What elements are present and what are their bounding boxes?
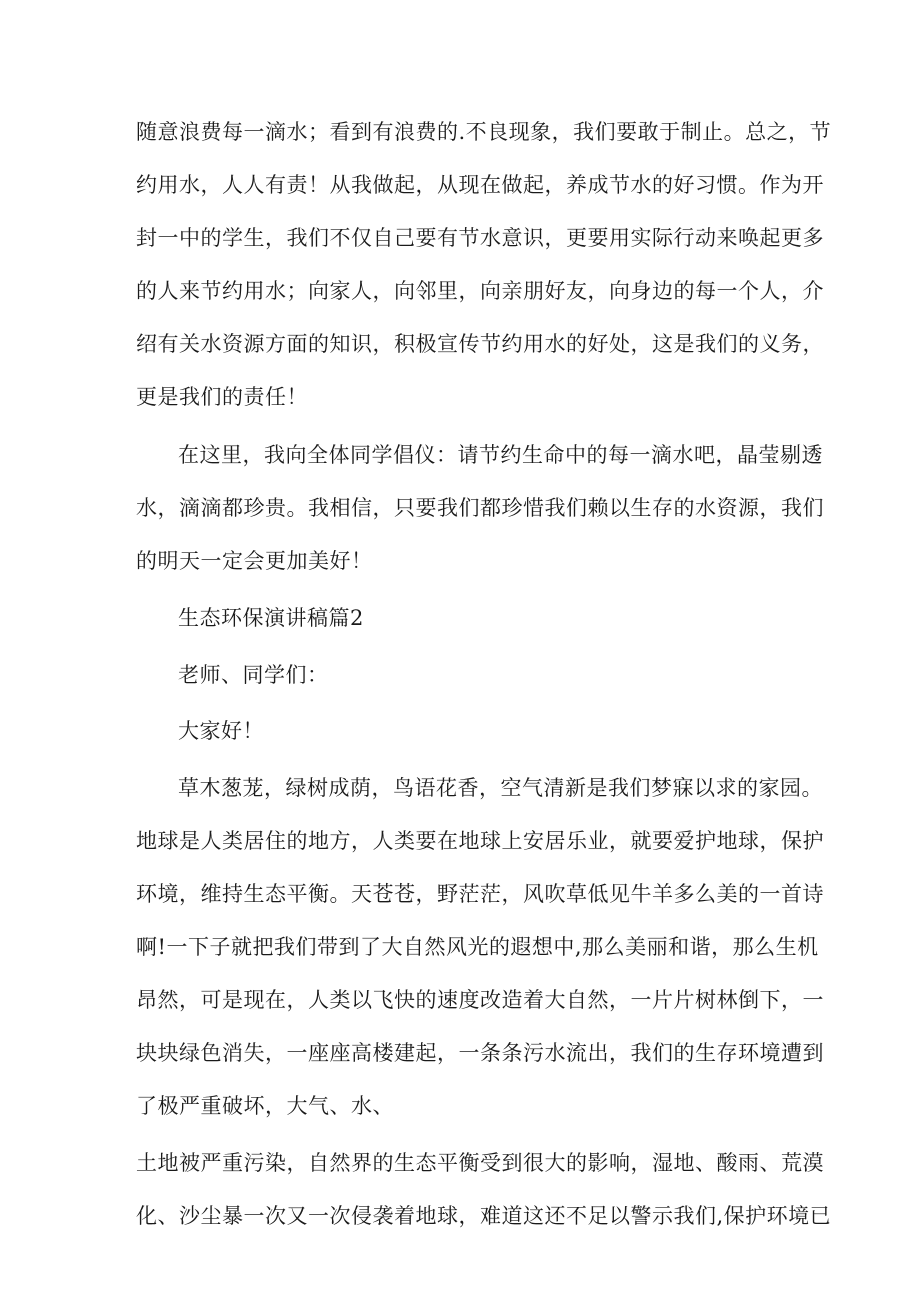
text-line-8: 水，滴滴都珍贵。我相信，只要我们都珍惜我们赖以生存的水资源，我们: [136, 496, 824, 520]
text-line-9: 的明天一定会更加美好！: [136, 549, 373, 573]
text-line-13: 草木葱茏，绿树成荫，鸟语花香，空气清新是我们梦寐以求的家园。: [178, 776, 823, 800]
text-line-14: 地球是人类居住的地方，人类要在地球上安居乐业，就要爱护地球，保护: [136, 829, 824, 853]
text-line-20: 土地被严重污染，自然界的生态平衡受到很大的影响，湿地、酸雨、荒漠: [136, 1151, 824, 1175]
text-line-2: 约用水，人人有责！从我做起，从现在做起，养成节水的好习惯。作为开: [136, 173, 824, 197]
text-line-19: 了极严重破坏，大气、水、: [136, 1094, 394, 1118]
text-line-18: 块块绿色消失，一座座高楼建起，一条条污水流出，我们的生存环境遭到: [136, 1041, 824, 1065]
text-line-16: 啊!一下子就把我们带到了大自然风光的遐想中,那么美丽和谐，那么生机: [136, 935, 819, 959]
text-line-21: 化、沙尘暴一次又一次侵袭着地球，难道这还不足以警示我们,保护环境已: [136, 1204, 832, 1228]
text-line-5: 绍有关水资源方面的知识，积极宣传节约用水的好处，这是我们的义务，: [136, 332, 824, 356]
text-line-6: 更是我们的责任！: [136, 385, 308, 409]
salutation: 老师、同学们：: [178, 663, 329, 687]
text-line-4: 的人来节约用水；向家人，向邻里，向亲朋好友，向身边的每一个人，介: [136, 279, 824, 303]
section-heading: 生态环保演讲稿篇2: [178, 606, 364, 630]
text-line-7: 在这里，我向全体同学倡仪：请节约生命中的每一滴水吧，晶莹剔透: [178, 443, 823, 467]
text-line-17: 昂然，可是现在，人类以飞快的速度改造着大自然，一片片树林倒下，一: [136, 988, 824, 1012]
greeting: 大家好！: [178, 719, 264, 743]
text-line-3: 封一中的学生，我们不仅自己要有节水意识，更要用实际行动来唤起更多: [136, 226, 824, 250]
text-line-15: 环境，维持生态平衡。天苍苍，野茫茫，风吹草低见牛羊多么美的一首诗: [136, 882, 824, 906]
text-line-1: 随意浪费每一滴水；看到有浪费的.不良现象，我们要敢于制止。总之，节: [136, 120, 832, 144]
